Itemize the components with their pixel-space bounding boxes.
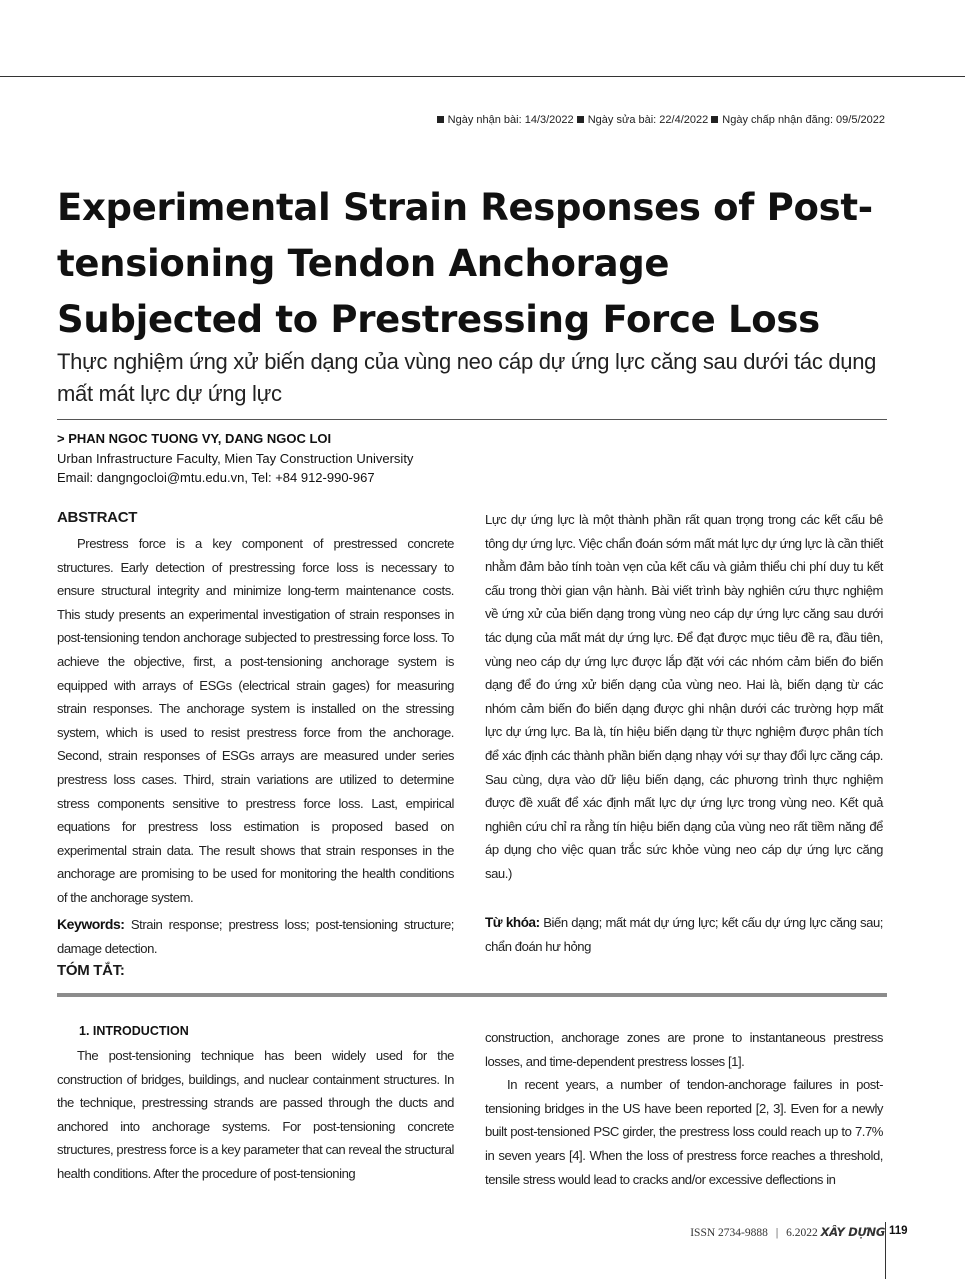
keywords-label: Keywords: [57, 916, 125, 932]
bullet-square-icon [437, 116, 444, 123]
tomtat-text: Lực dự ứng lực là một thành phần rất quan trọng trong các kết cấu bê tông dự ứng lực. Việc chẩn đoán sớm mất mát lực dự ứng lực là cần thiết nhằm đảm bảo tính toàn vẹn của kết cấu và giảm thiểu chi phí duy tu kết cấu trong thời gian vận hành. Bài viết trình bày nghiên cứu thực nghiệm về ứng xử của biến dạng trong vùng neo cáp dự ứng lực căng sau dưới tác dụng của mất mát dự ứng lực. Để đạt được mục tiêu đề ra, đầu tiên, vùng neo cáp dự ứng lực được lắp đặt với các nhóm cảm biến đo biến dạng để đo ứng xử biến dạng của vùng neo. Hai là, biến dạng từ các nhóm cảm biến đo biến dạng được ghi nhận dưới các trường hợp mất lực dự ứng lực. Ba là, tín hiệu biến dạng từ thực nghiệm được phân tích để xác định các thành phần biến dạng nhạy với sự thay đổi lực căng cáp. Sau cùng, dựa vào dữ liệu biến dạng, các phương trình thực nghiệm được đề xuất để xác định mất lực dự ứng lực trong vùng neo. Kết quả nghiên cứu chỉ ra rằng tín hiệu biến dạng của vùng neo rất tiềm năng để áp dụng cho việc quan trắc sức khỏe vùng neo cáp dự ứng lực căng sau.) [485, 512, 883, 881]
section-divider [57, 993, 887, 997]
revised-date: Ngày sửa bài: 22/4/2022 [587, 114, 709, 126]
bullet-square-icon [577, 116, 584, 123]
issue: 6.2022 [786, 1227, 818, 1239]
tukhoa [485, 911, 883, 958]
bullet-square-icon [711, 116, 718, 123]
keywords [57, 913, 454, 960]
submission-dates [437, 114, 885, 126]
page-footer: ISSN 2734-9888 | 6.2022 XÂY DỰNG [690, 1225, 885, 1239]
page-number: 119 [889, 1225, 908, 1237]
received-date: Ngày nhận bài: 14/3/2022 [447, 114, 574, 126]
footer-divider [885, 1222, 886, 1279]
article-title: Experimental Strain Responses of Post-tensioning Tendon Anchorage Subjected to Prestressing Force Loss [57, 186, 873, 341]
issn: ISSN 2734-9888 [690, 1227, 768, 1239]
affiliation: Urban Infrastructure Faculty, Mien Tay Construction University [57, 451, 414, 466]
accepted-date: Ngày chấp nhận đăng: 09/5/2022 [722, 114, 885, 126]
header-rule [0, 76, 965, 77]
introduction-heading: 1. INTRODUCTION [79, 1024, 189, 1038]
introduction-right-paragraph-2: In recent years, a number of tendon-anchorage failures in post-tensioning bridges in the US have been reported [2, 3]. Even for a newly built post-tensioned PSC girder, the prestress loss could reach up to 7.7% in seven years [4]. When the loss of prestress force reaches a threshold, tensile stress would lead to cracks and/or excessive deflections in [485, 1077, 883, 1187]
introduction-right-column [485, 1026, 883, 1191]
tukhoa-text: Biến dạng; mất mát dự ứng lực; kết cấu dự ứng lực căng sau; chẩn đoán hư hỏng [485, 915, 883, 954]
contact-email: Email: dangngocloi@mtu.edu.vn, Tel: +84 912-990-967 [57, 470, 375, 485]
title-divider [57, 419, 887, 420]
authors: > PHAN NGOC TUONG VY, DANG NGOC LOI [57, 431, 332, 446]
introduction-right-paragraph-1: construction, anchorage zones are prone to instantaneous prestress losses, and time-dependent prestress losses [1]. [485, 1030, 883, 1069]
tukhoa-label: Từ khóa: [485, 915, 540, 930]
introduction-left-text: The post-tensioning technique has been widely used for the construction of bridges, buildings, and nuclear containment structures. In the technique, prestressing strands are passed through the ducts and anchored into anchorage systems. For post-tensioning concrete structures, prestress force is a key parameter that can reveal the structural health conditions. After the procedure of post-tensioning [57, 1048, 454, 1181]
abstract-text: Prestress force is a key component of prestressed concrete structures. Early detection of prestressing force loss is necessary to ensure structural integrity and minimize long-term maintenance costs. This study presents an experimental investigation of strain responses in post-tensioning tendon anchorage subjected to prestressing force loss. To achieve the objective, first, a post-tensioning anchorage system is equipped with arrays of ESGs (electrical strain gages) for measuring strain responses. The anchorage system is installed on the stressing system, which is used to resist prestress force from the anchorage. Second, strain responses of ESGs arrays are measured under series prestress loss cases. Third, strain variations are utilized to determine stress components sensitive to prestress force loss. Last, empirical equations for prestress loss estimation is proposed based on experimental strain data. The result shows that strain responses in the anchorage are promising to be used for monitoring the health conditions of the anchorage system. [57, 536, 454, 905]
article-subtitle: Thực nghiệm ứng xử biến dạng của vùng neo cáp dự ứng lực căng sau dưới tác dụng mất mát lực dự ứng lực [57, 349, 877, 406]
keywords-text: Strain response; prestress loss; post-tensioning structure; damage detection. [57, 917, 454, 956]
abstract-heading: ABSTRACT [57, 509, 138, 526]
journal-logo: XÂY DỰNG [820, 1225, 885, 1239]
tomtat-heading: TÓM TẮT: [57, 962, 125, 979]
